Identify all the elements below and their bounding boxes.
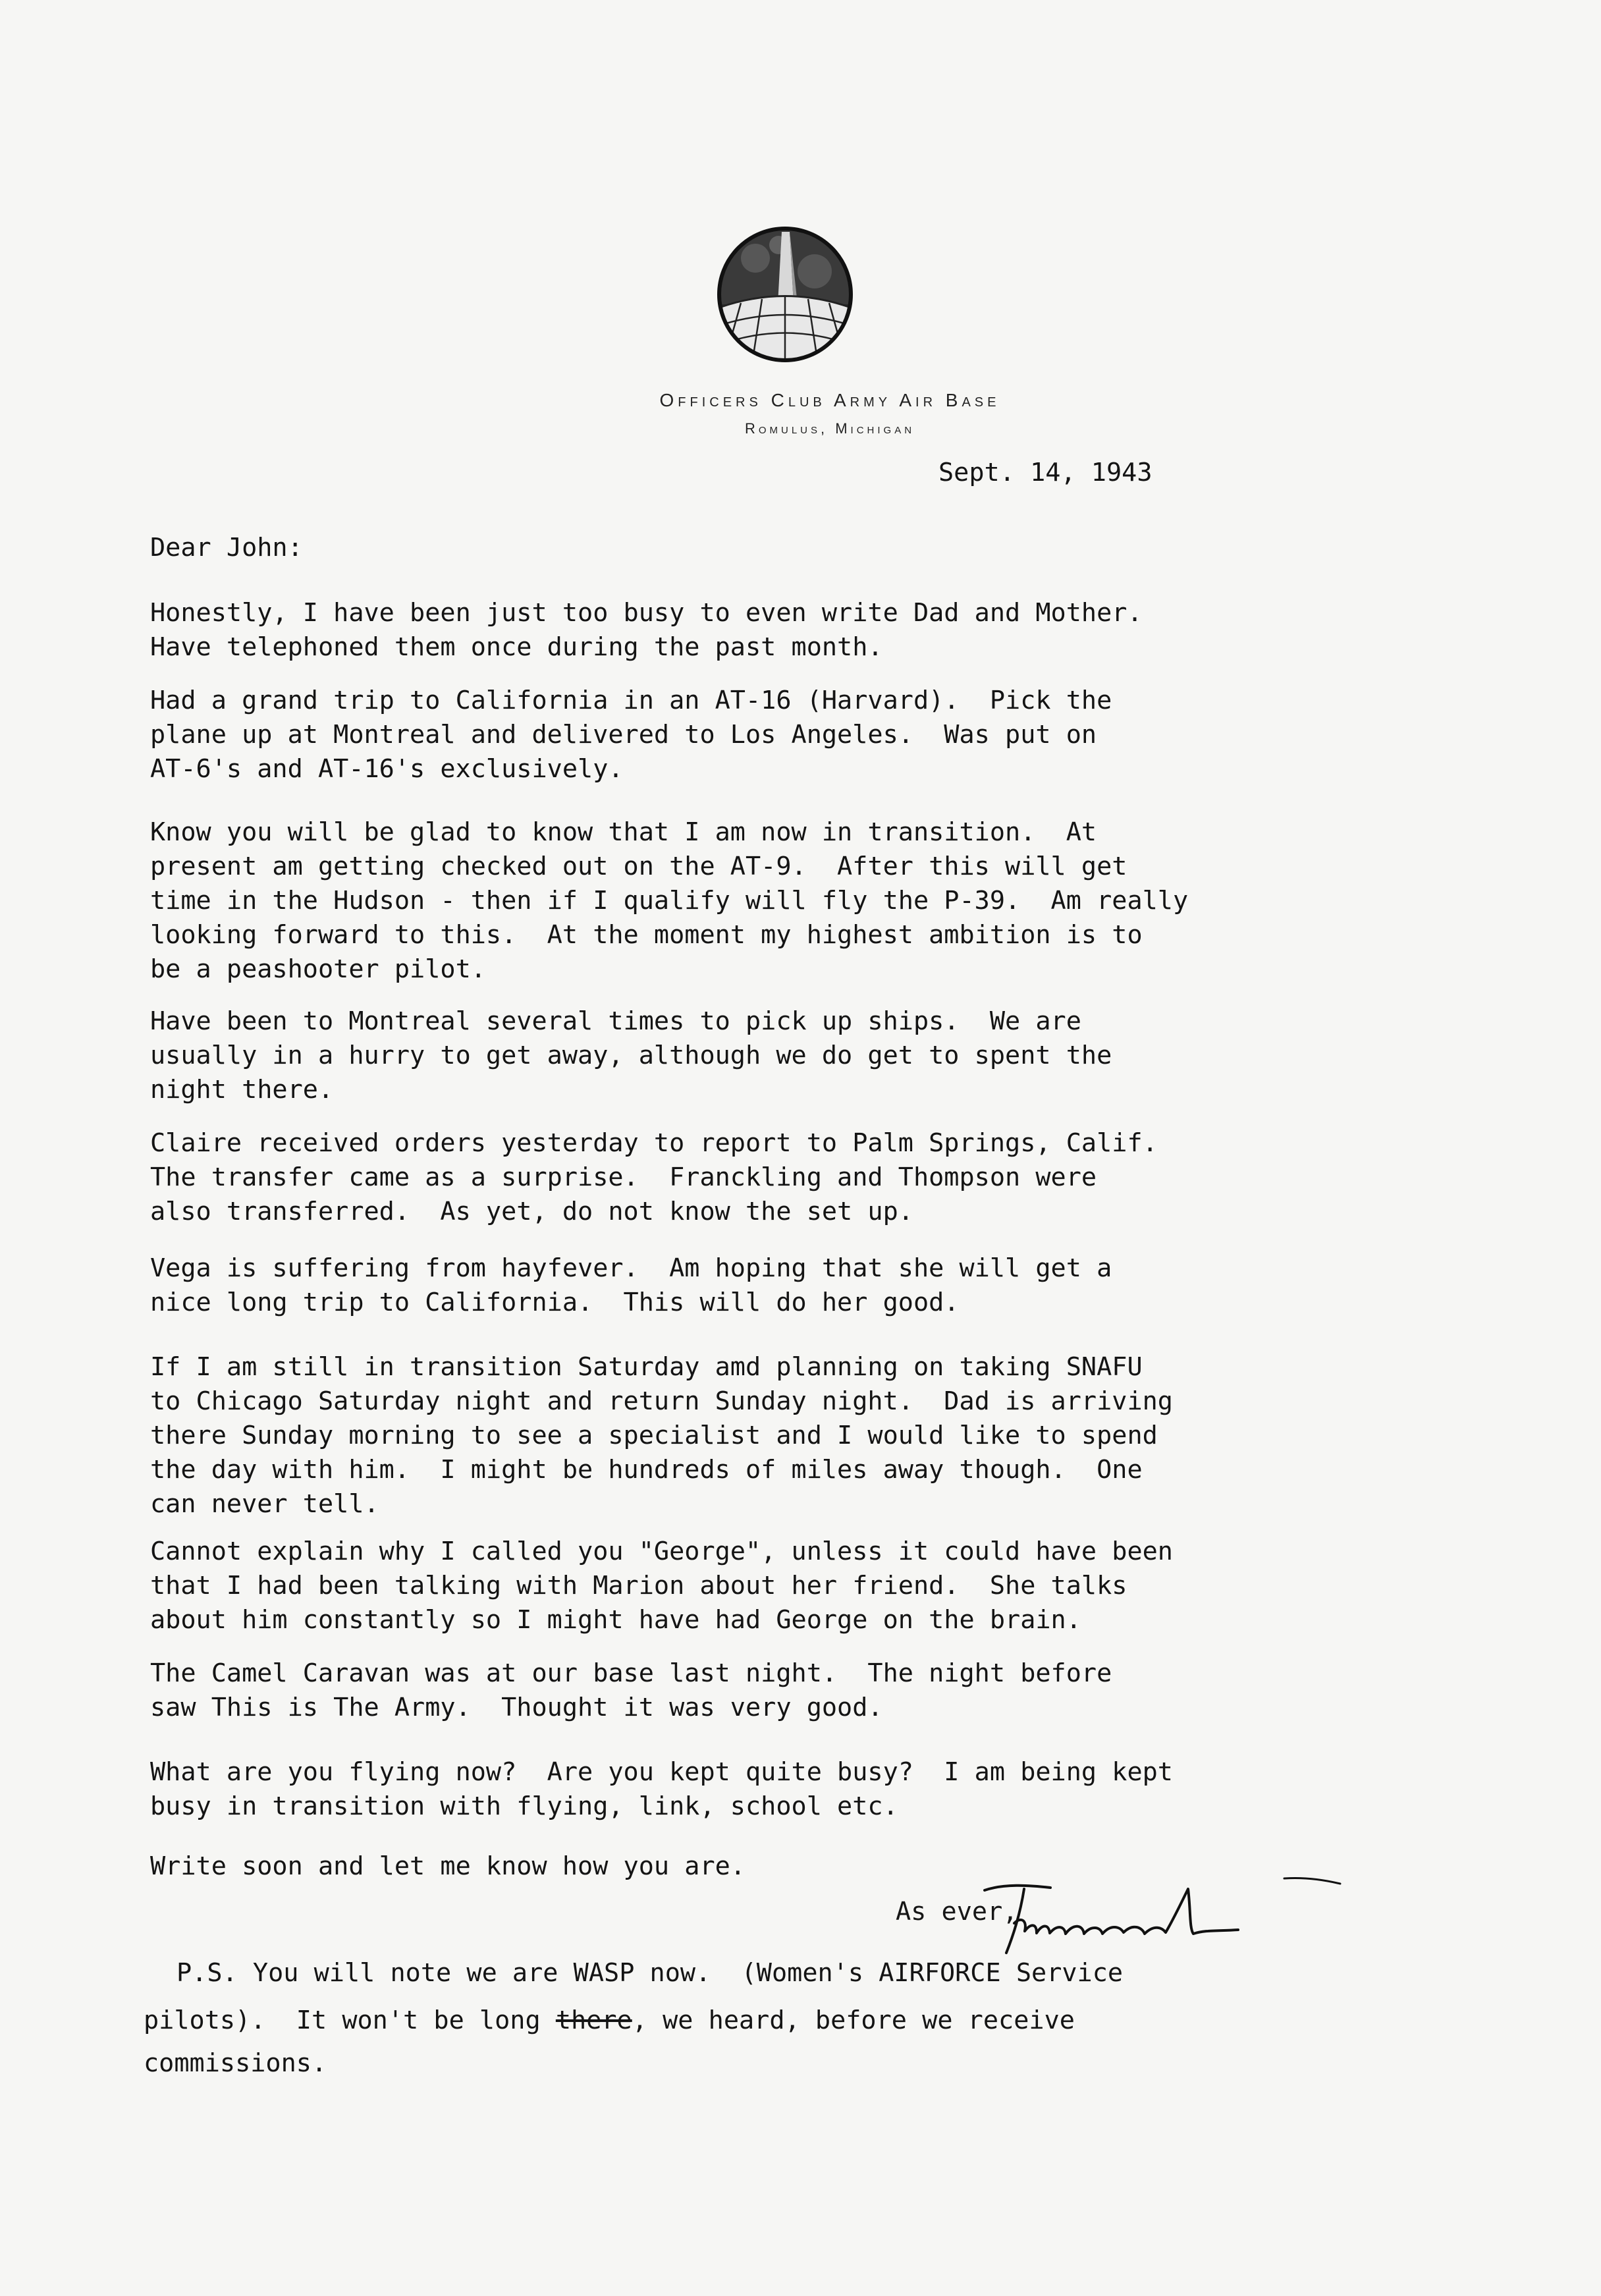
- body-line: The transfer came as a surprise. Franckling and Thompson were: [150, 1162, 1097, 1192]
- body-line: there Sunday morning to see a specialist and I would like to spend: [150, 1421, 1158, 1450]
- body-line: plane up at Montreal and delivered to Los Angeles. Was put on: [150, 720, 1097, 750]
- body-line: busy in transition with flying, link, school etc.: [150, 1791, 898, 1821]
- air-base-emblem-icon: [716, 225, 854, 364]
- body-line: be a peashooter pilot.: [150, 954, 486, 984]
- body-line: about him constantly so I might have had George on the brain.: [150, 1605, 1081, 1635]
- salutation: Dear John:: [150, 533, 303, 562]
- body-line: also transferred. As yet, do not know the set up.: [150, 1197, 913, 1226]
- body-line: night there.: [150, 1075, 334, 1105]
- body-line: looking forward to this. At the moment my highest ambition is to: [150, 920, 1143, 950]
- body-line: to Chicago Saturday night and return Sunday night. Dad is arriving: [150, 1386, 1173, 1416]
- body-line: nice long trip to California. This will do her good.: [150, 1288, 960, 1317]
- body-line: Write soon and let me know how you are.: [150, 1851, 746, 1881]
- body-line: Have telephoned them once during the past month.: [150, 632, 883, 662]
- body-line: Know you will be glad to know that I am now in transition. At: [150, 817, 1097, 847]
- closing: As ever,: [896, 1897, 1018, 1927]
- body-line: usually in a hurry to get away, although we do get to spent the: [150, 1041, 1112, 1070]
- struck-word: there: [555, 2006, 632, 2035]
- postscript-text: pilots). It won't be long: [144, 2006, 556, 2035]
- body-line: can never tell.: [150, 1489, 379, 1519]
- letterhead-location: Romulus, Michigan: [744, 420, 915, 437]
- body-line: Claire received orders yesterday to report to Palm Springs, Calif.: [150, 1128, 1158, 1158]
- body-line: What are you flying now? Are you kept quite busy? I am being kept: [150, 1757, 1173, 1787]
- body-line: Had a grand trip to California in an AT-16 (Harvard). Pick the: [150, 686, 1112, 715]
- postscript-line: [144, 2004, 1075, 2038]
- body-line: If I am still in transition Saturday amd planning on taking SNAFU: [150, 1352, 1143, 1382]
- body-line: the day with him. I might be hundreds of miles away though. One: [150, 1455, 1143, 1485]
- letter-date: Sept. 14, 1943: [938, 458, 1153, 487]
- body-line: time in the Hudson - then if I qualify will fly the P-39. Am really: [150, 886, 1189, 916]
- postscript-text: , we heard, before we receive: [632, 2006, 1075, 2035]
- body-line: Honestly, I have been just too busy to even write Dad and Mother.: [150, 598, 1143, 628]
- postscript-line: commissions.: [144, 2048, 327, 2078]
- body-line: Have been to Montreal several times to pick up ships. We are: [150, 1006, 1081, 1036]
- letterhead-name: Officers Club Army Air Base: [659, 390, 1000, 410]
- body-line: that I had been talking with Marion about her friend. She talks: [150, 1571, 1127, 1600]
- body-line: saw This is The Army. Thought it was very good.: [150, 1693, 883, 1722]
- body-line: The Camel Caravan was at our base last night. The night before: [150, 1658, 1112, 1688]
- postscript-line: P.S. You will note we are WASP now. (Women's AIRFORCE Service: [176, 1958, 1124, 1988]
- body-line: AT-6's and AT-16's exclusively.: [150, 754, 624, 784]
- body-line: Cannot explain why I called you "George", unless it could have been: [150, 1537, 1173, 1566]
- body-line: Vega is suffering from hayfever. Am hoping that she will get a: [150, 1253, 1112, 1283]
- body-line: present am getting checked out on the AT-9. After this will get: [150, 852, 1127, 881]
